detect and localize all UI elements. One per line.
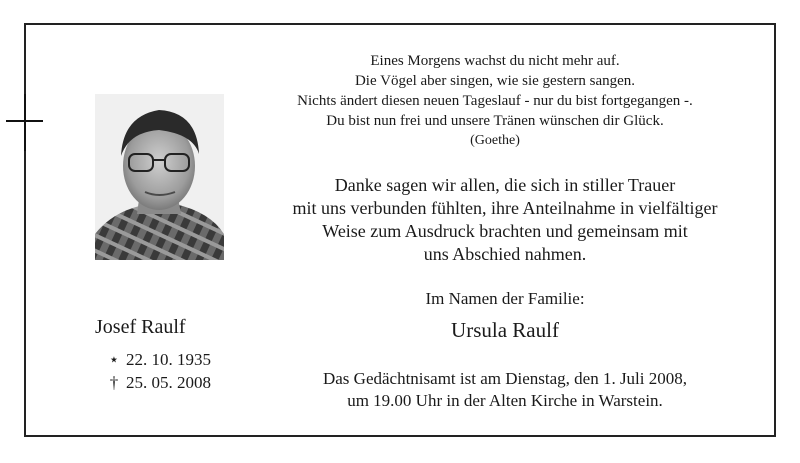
quote-line: Die Vögel aber singen, wie sie gestern sangen. [354,73,636,89]
quote-line: Du bist nun frei und unsere Tränen wünschen dir Glück. [326,113,664,129]
thanks-text [250,174,760,266]
birth-date: 22. 10. 1935 [126,350,211,369]
memorial-service-notice [250,368,760,412]
notice-line: Das Gedächtnisamt ist am Dienstag, den 1. Juli 2008, [322,369,688,388]
death-date: 25. 05. 2008 [126,373,211,392]
death-date-row [104,371,274,394]
quote-line: Eines Morgens wachst du nicht mehr auf. [370,53,620,69]
thanks-line: mit uns verbunden fühlten, ihre Anteilnahme in vielfältiger [292,198,718,218]
deceased-name: Josef Raulf [95,316,186,338]
dagger-icon: † [109,373,119,392]
thanks-line: Danke sagen wir allen, die sich in stiller Trauer [334,175,676,195]
family-signatory: Ursula Raulf [451,318,559,342]
family-label: Im Namen der Familie: [425,289,585,308]
portrait-photo [95,94,224,260]
thanks-line: uns Abschied nahmen. [423,244,587,264]
quote-author: (Goethe) [470,133,520,148]
birth-date-row [104,348,274,371]
goethe-quote [250,51,740,131]
star-icon: ⋆ [108,350,120,369]
thanks-line: Weise zum Ausdruck brachten und gemeinsam mit [322,221,688,241]
quote-line: Nichts ändert diesen neuen Tageslauf - nur du bist fortgegangen -. [297,93,693,109]
life-dates [104,348,274,394]
notice-line: um 19.00 Uhr in der Alten Kirche in Warstein. [347,391,663,410]
